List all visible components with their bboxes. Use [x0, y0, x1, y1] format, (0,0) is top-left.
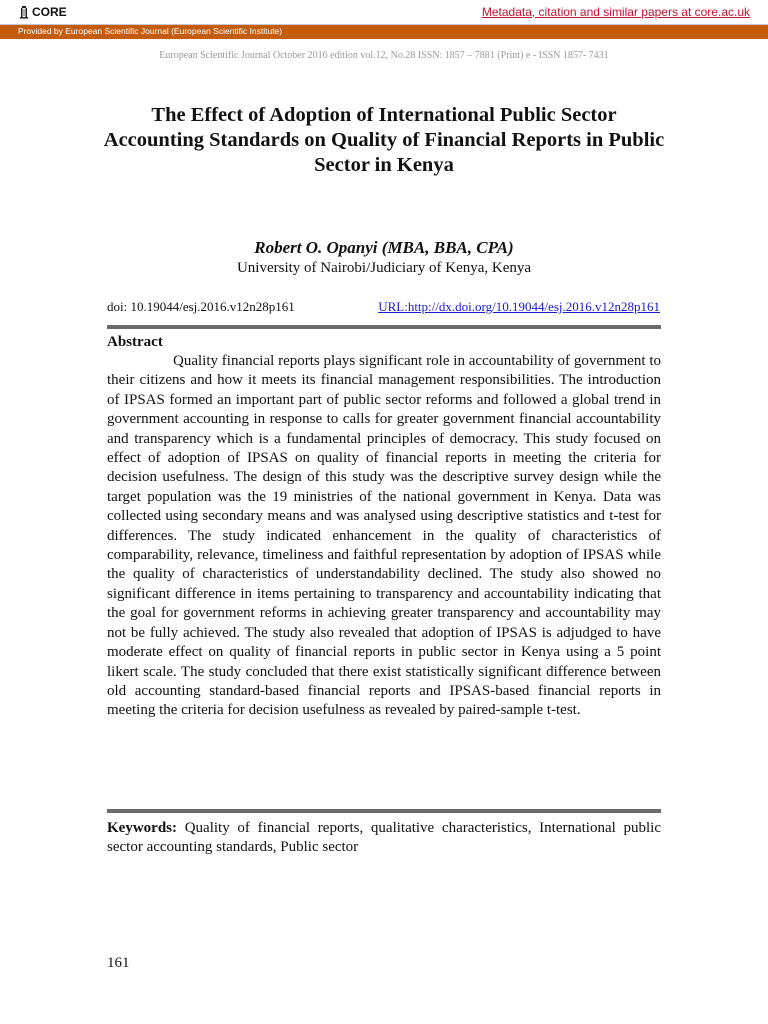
- author-affiliation: University of Nairobi/Judiciary of Kenya, Kenya: [236, 260, 532, 276]
- core-banner: [0, 0, 768, 25]
- journal-header-line: European Scientific Journal October 2016 edition vol.12, No.28 ISSN: 1857 – 7881 (Print) e - ISSN 1857- 7431: [159, 50, 609, 61]
- abstract-heading: Abstract: [107, 334, 163, 350]
- keywords-label: Keywords:: [107, 820, 177, 836]
- page-number: 161: [107, 955, 130, 971]
- doi-text: doi: 10.19044/esj.2016.v12n28p161: [107, 299, 295, 314]
- core-logo-text: CORE: [32, 5, 67, 19]
- author-name: Robert O. Opanyi (MBA, BBA, CPA): [254, 238, 514, 257]
- abstract-top-rule: [107, 325, 661, 329]
- keywords-text: Quality of financial reports, qualitative characteristics, International public sector accounting standards, Public sector: [107, 820, 661, 856]
- core-metadata-link[interactable]: Metadata, citation and similar papers at core.ac.uk: [481, 5, 750, 19]
- doi-url-link[interactable]: URL:http://dx.doi.org/10.19044/esj.2016.v12n28p161: [378, 299, 660, 314]
- abstract-text: Quality financial reports plays significant role in accountability of government to their citizens and how it meets its financial management responsibilities. The introduction of IPSAS formed an important part of public sector reforms and followed a global trend in government accounting in response to calls for greater government financial accountability and transparency which is a fundamental principles of democracy. This study focused on effect of adoption of IPSAS on quality of financial reports in meeting the criteria for decision usefulness. The design of this study was the descriptive survey design while the target population was the 19 ministries of the national government in Kenya. Data was collected using secondary means and was analysed using descriptive statistics and t-test for differences. The study indicated enhancement in the quality of characteristics of comparability, relevance, timeliness and faithful representation by adoption of IPSAS while the quality of characteristics of understandability declined. The study also showed no significant difference in items pertaining to transparency and accountability indicating that the goal for government reforms in achieving greater transparency and accountability may not be fully achieved. The study also revealed that adoption of IPSAS is adjudged to have moderate effect on quality of financial reports in public sector in Kenya using a 5 point likert scale. The study concluded that there exist statistically significant difference between old accounting standard-based financial reports and IPSAS-based financial reports in meeting the criteria for decision usefulness as revealed by paired-sample t-test.: [107, 353, 661, 719]
- provided-by-text: Provided by European Scientific Journal (European Scientific Institute): [18, 26, 283, 36]
- provided-by-bar: [0, 25, 768, 39]
- abstract-bottom-rule: [107, 809, 661, 813]
- paper-title: The Effect of Adoption of International Public Sector Accounting Standards on Quality of Financial Reports in Public Sector in Kenya: [103, 104, 665, 176]
- core-logo[interactable]: [18, 4, 67, 20]
- core-logo-icon: [18, 5, 30, 19]
- keywords-section: [107, 819, 661, 858]
